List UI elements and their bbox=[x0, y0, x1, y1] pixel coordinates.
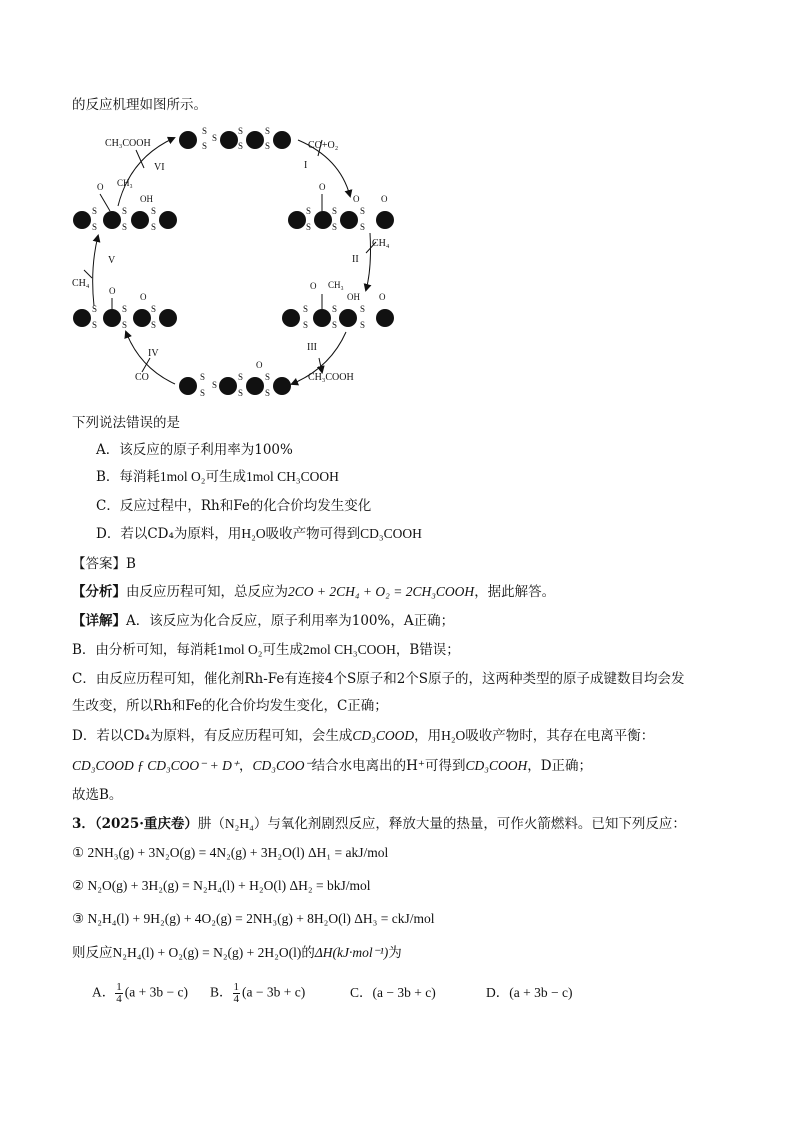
reaction-mechanism-diagram bbox=[60, 118, 390, 408]
option-c: C．反应过程中，Rh和Fe的化合价均发生变化 bbox=[96, 498, 372, 514]
option-d: D．若以CD₄为原料，用H₂O吸收产物可得到CD₃COOH bbox=[96, 526, 422, 542]
svg-text:S: S bbox=[122, 222, 128, 232]
metal-atom bbox=[159, 309, 177, 327]
svg-text:CH₃: CH₃ bbox=[328, 280, 344, 290]
svg-text:S: S bbox=[122, 304, 128, 314]
conclusion: 故选B。 bbox=[72, 787, 123, 803]
svg-text:O: O bbox=[319, 182, 326, 192]
svg-text:S: S bbox=[265, 388, 271, 398]
svg-text:S: S bbox=[122, 320, 128, 330]
arrow-step-ii bbox=[366, 233, 371, 290]
metal-atom bbox=[273, 131, 291, 149]
svg-text:S: S bbox=[200, 388, 206, 398]
svg-text:S: S bbox=[238, 372, 244, 382]
svg-text:S: S bbox=[151, 222, 157, 232]
svg-text:S: S bbox=[303, 304, 309, 314]
metal-atom bbox=[246, 131, 264, 149]
detail-d-line2: CD₃COOD ƒ CD₃COO⁻ + D⁺，CD₃COO⁻结合水电离出的H⁺可得到CD₃COOH，D正确； bbox=[72, 758, 593, 774]
svg-text:O: O bbox=[140, 292, 147, 302]
metal-atom bbox=[220, 131, 238, 149]
q3-reaction-1: ① 2NH₃(g) + 3N₂O(g) = 4N₂(g) + 3H₂O(l) ΔH₁ = akJ/mol bbox=[72, 845, 389, 860]
svg-text:O: O bbox=[97, 182, 104, 192]
metal-atom bbox=[179, 377, 197, 395]
q3-option-b: B． $\frac{1}{4}$ (a − 3b + c) bbox=[210, 981, 306, 1005]
q3-reaction-2: ② N₂O(g) + 3H₂(g) = N₂H₄(l) + H₂O(l) ΔH₂ = bkJ/mol bbox=[72, 878, 371, 893]
svg-text:O: O bbox=[381, 194, 388, 204]
q3-title: 3．（2025·重庆卷）肼（N₂H₄）与氧化剂剧烈反应，释放大量的热量，可作火箭燃料。已知下列反应： bbox=[72, 816, 686, 832]
metal-atom bbox=[131, 211, 149, 229]
svg-text:IV: IV bbox=[148, 348, 159, 359]
q3-option-c: C．(a − 3b + c) bbox=[350, 985, 436, 1000]
metal-atom bbox=[73, 211, 91, 229]
detail-c-line2: 生改变，所以Rh和Fe的化合价均发生变化，C正确； bbox=[72, 698, 388, 714]
svg-text:S: S bbox=[200, 372, 206, 382]
metal-atom bbox=[376, 211, 394, 229]
detail-b: B．由分析可知，每消耗1mol O₂可生成2mol CH₃COOH，B错误； bbox=[72, 642, 460, 658]
svg-text:III: III bbox=[307, 342, 317, 353]
svg-text:II: II bbox=[352, 254, 359, 265]
svg-text:O: O bbox=[353, 194, 360, 204]
metal-atom bbox=[313, 309, 331, 327]
svg-text:S: S bbox=[360, 304, 366, 314]
detail-d-line1: D．若以CD₄为原料，有反应历程可知，会生成CD₃COOD，用H₂O吸收产物时，其存在电离平衡： bbox=[72, 728, 655, 744]
question-stem: 下列说法错误的是 bbox=[72, 415, 180, 431]
svg-text:CH₃COOH: CH₃COOH bbox=[105, 138, 151, 149]
svg-text:S: S bbox=[265, 141, 271, 151]
svg-text:S: S bbox=[332, 222, 338, 232]
svg-text:O: O bbox=[256, 360, 263, 370]
svg-text:S: S bbox=[212, 380, 218, 390]
svg-text:S: S bbox=[92, 304, 98, 314]
svg-text:CH₃: CH₃ bbox=[117, 178, 133, 188]
svg-text:CH₄: CH₄ bbox=[72, 278, 90, 289]
answer-line: 【答案】B bbox=[72, 556, 136, 572]
svg-text:S: S bbox=[151, 320, 157, 330]
svg-text:S: S bbox=[332, 304, 338, 314]
svg-text:S: S bbox=[202, 141, 208, 151]
svg-text:O: O bbox=[109, 286, 116, 296]
arrow-step-v bbox=[93, 236, 98, 306]
metal-atom bbox=[314, 211, 332, 229]
metal-atom bbox=[339, 309, 357, 327]
svg-text:S: S bbox=[306, 206, 312, 216]
detail-c-line1: C．由反应历程可知，催化剂Rh-Fe有连接4个S原子和2个S原子的，这两种类型的原子成键数目均会发 bbox=[72, 671, 685, 687]
svg-text:OH: OH bbox=[140, 194, 153, 204]
svg-text:S: S bbox=[265, 126, 271, 136]
svg-text:CH₄: CH₄ bbox=[372, 238, 390, 249]
svg-text:VI: VI bbox=[154, 162, 165, 173]
svg-text:S: S bbox=[360, 206, 366, 216]
svg-text:S: S bbox=[92, 206, 98, 216]
svg-text:S: S bbox=[202, 126, 208, 136]
svg-text:CO: CO bbox=[135, 372, 149, 383]
metal-atom bbox=[288, 211, 306, 229]
svg-text:S: S bbox=[238, 141, 244, 151]
metal-atom bbox=[282, 309, 300, 327]
metal-atom bbox=[103, 211, 121, 229]
svg-text:S: S bbox=[303, 320, 309, 330]
q3-option-d: D．(a + 3b − c) bbox=[486, 985, 573, 1000]
svg-text:CO+O₂: CO+O₂ bbox=[308, 140, 339, 151]
svg-text:S: S bbox=[332, 206, 338, 216]
svg-text:O: O bbox=[310, 281, 317, 291]
svg-text:S: S bbox=[238, 126, 244, 136]
svg-text:V: V bbox=[108, 255, 116, 266]
metal-atom bbox=[273, 377, 291, 395]
svg-text:S: S bbox=[332, 320, 338, 330]
metal-atom bbox=[103, 309, 121, 327]
option-b: B．每消耗1mol O₂可生成1mol CH₃COOH bbox=[96, 469, 339, 485]
metal-atom bbox=[340, 211, 358, 229]
metal-atom bbox=[73, 309, 91, 327]
intro-text: 的反应机理如图所示。 bbox=[72, 97, 207, 113]
metal-atom bbox=[179, 131, 197, 149]
svg-text:S: S bbox=[151, 206, 157, 216]
metal-atom bbox=[133, 309, 151, 327]
svg-text:S: S bbox=[212, 133, 218, 143]
analysis-line: 【分析】由反应历程可知，总反应为2CO + 2CH₄ + O₂ = 2CH₃COOH，据此解答。 bbox=[72, 584, 556, 600]
q3-ask: 则反应N₂H₄(l) + O₂(g) = N₂(g) + 2H₂O(l)的ΔH(kJ·mol⁻¹)为 bbox=[72, 945, 402, 961]
q3-reaction-3: ③ N₂H₄(l) + 9H₂(g) + 4O₂(g) = 2NH₃(g) + 8H₂O(l) ΔH₃ = ckJ/mol bbox=[72, 911, 435, 926]
metal-atom bbox=[376, 309, 394, 327]
svg-text:S: S bbox=[92, 222, 98, 232]
svg-text:S: S bbox=[265, 372, 271, 382]
svg-text:S: S bbox=[306, 222, 312, 232]
svg-text:S: S bbox=[238, 388, 244, 398]
svg-text:OH: OH bbox=[347, 292, 360, 302]
svg-text:S: S bbox=[360, 320, 366, 330]
q3-option-a: A． $\frac{1}{4}$ (a + 3b − c) bbox=[92, 981, 188, 1005]
option-a: A．该反应的原子利用率为100% bbox=[96, 442, 293, 458]
detail-a: 【详解】A．该反应为化合反应，原子利用率为100%，A正确； bbox=[72, 613, 455, 629]
metal-atom bbox=[246, 377, 264, 395]
svg-text:S: S bbox=[122, 206, 128, 216]
svg-text:I: I bbox=[304, 160, 308, 171]
svg-text:S: S bbox=[151, 304, 157, 314]
svg-text:O: O bbox=[379, 292, 386, 302]
svg-text:S: S bbox=[360, 222, 366, 232]
svg-text:CH₃COOH: CH₃COOH bbox=[308, 372, 354, 383]
svg-text:S: S bbox=[92, 320, 98, 330]
metal-atom bbox=[159, 211, 177, 229]
metal-atom bbox=[219, 377, 237, 395]
